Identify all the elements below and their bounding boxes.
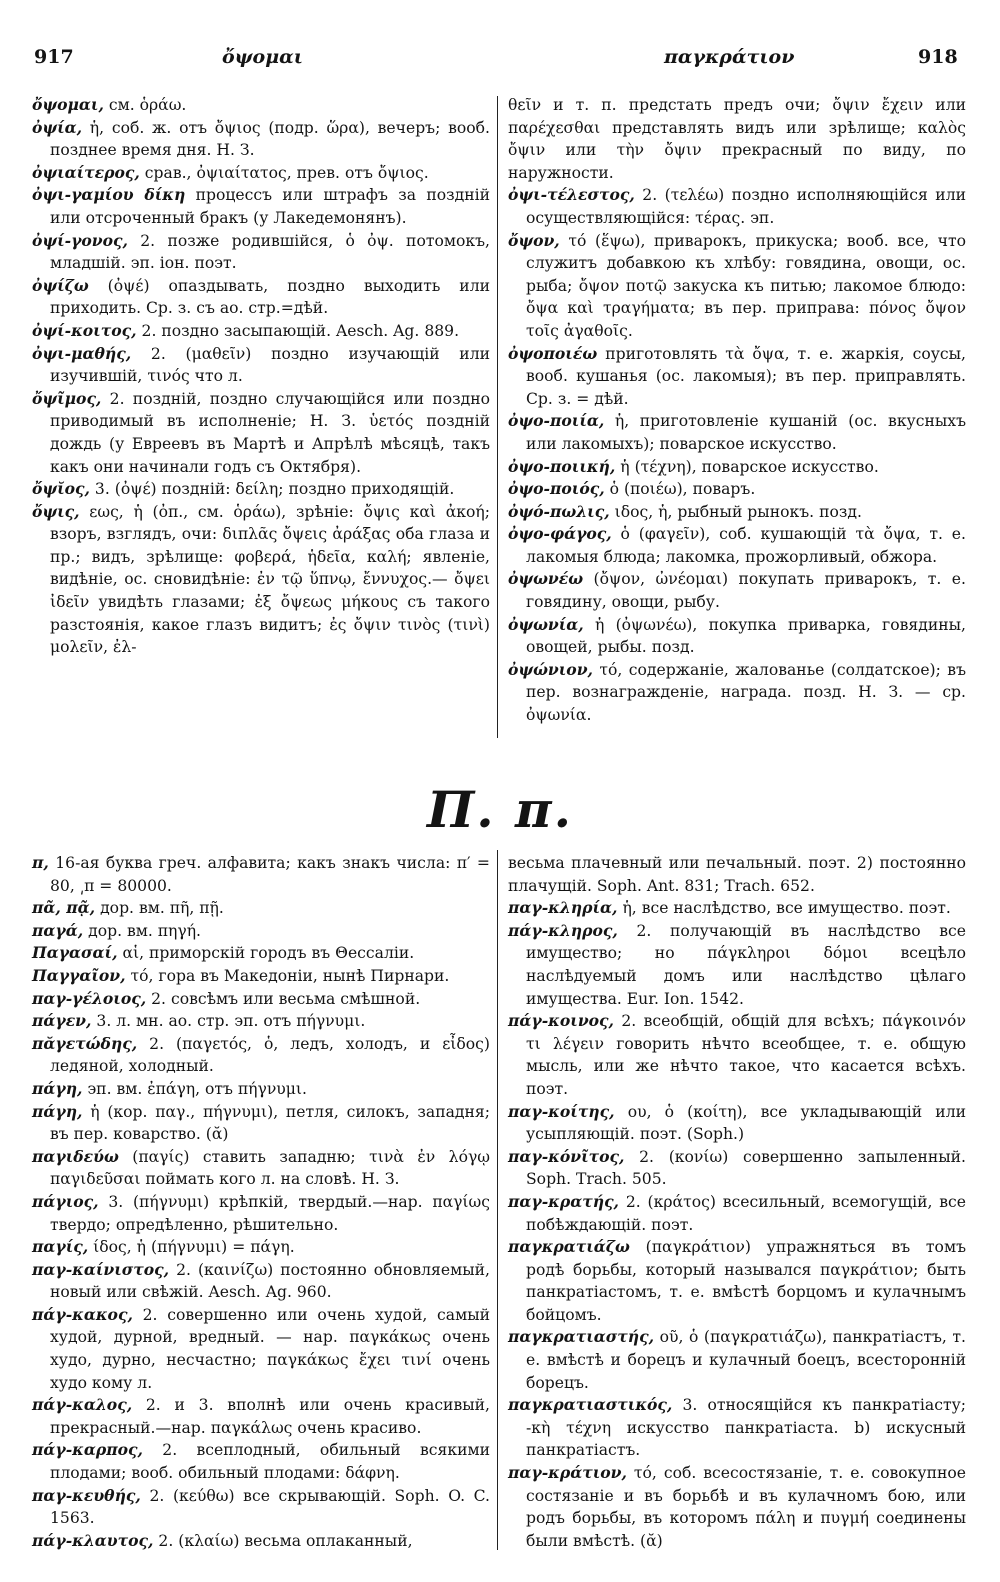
dictionary-entry: [32, 230, 490, 275]
dictionary-entry: [32, 1485, 490, 1530]
entry-definition: 2. (τελέω) поздно исполняющійся или осуществляющійся: τέρας. эп.: [526, 186, 966, 227]
dictionary-entry: [508, 94, 966, 184]
left-page-number: 917: [34, 46, 74, 68]
dictionary-entry: [508, 410, 966, 455]
top-right-column: [508, 94, 966, 727]
entry-headword: Παγασαί,: [32, 943, 118, 963]
entry-definition: ἡ, все наслѣдство, все имущество. поэт.: [617, 899, 951, 918]
dictionary-entry: [32, 478, 490, 501]
entry-definition: 16-ая буква греч. алфавита; какъ знакъ числа: π′ = 80, ͵π = 80000.: [48, 854, 490, 895]
entry-headword: παγκρατιαστικός,: [508, 1395, 673, 1415]
dictionary-entry: [508, 1462, 966, 1552]
entry-headword: ὀψο-ποιία,: [508, 411, 605, 431]
entry-headword: ὀψία,: [32, 117, 83, 137]
entry-headword: πᾰγετώδης,: [32, 1033, 138, 1053]
entry-definition: дор. вм. πηγή.: [83, 921, 202, 940]
entry-headword: παγ-κοίτης,: [508, 1101, 615, 1121]
entry-headword: πάγ-κλαυτος,: [32, 1530, 154, 1550]
entry-definition: см. ὁράω.: [103, 96, 187, 114]
dictionary-entry: [32, 343, 490, 388]
dictionary-entry: [32, 1191, 490, 1236]
entry-definition: 2. и 3. вполнѣ или очень красивый, прекрасный.—нар. παγκάλως очень красиво.: [50, 1396, 490, 1437]
entry-definition: ιδος, ἡ, рыбный рынокъ. позд.: [609, 502, 862, 521]
entry-definition: θεῖν и т. п. предстать предъ очи; ὄψιν ἔχειν или παρέχεσθαι представлять видъ или зрѣлище; καλὸς ὄψιν или τὴν ὄψιν прекрасный по виду, по наружности.: [508, 96, 966, 182]
entry-headword: ὀψί-κοιτος,: [32, 320, 137, 340]
entry-headword: πάγεν,: [32, 1011, 92, 1031]
entry-headword: πάγη,: [32, 1078, 83, 1098]
section-heading: Π. π.: [426, 780, 574, 839]
dictionary-entry: [32, 184, 490, 229]
entry-headword: πᾶ, πᾷ,: [32, 898, 96, 918]
entry-definition: 2. позже родившійся, ὁ ὀψ. потомокъ, младшій. эп. іон. поэт.: [50, 231, 490, 273]
entry-headword: ὄψις,: [32, 501, 80, 521]
entry-headword: ὄψῖμος,: [32, 388, 102, 408]
entry-definition: 3. относящійся къ панкратіасту; -κὴ τέχνη искусство панкратіаста. b) искусный панкратіастъ.: [526, 1396, 966, 1460]
entry-definition: ἡ, соб. ж. отъ ὄψιος (подр. ὥρα), вечеръ; вооб. позднее время дня. Н. З.: [50, 118, 490, 160]
dictionary-entry: [508, 659, 966, 727]
entry-headword: ὀψο-ποιική,: [508, 456, 616, 476]
entry-definition: τό (ἕψω), приварокъ, прикуска; вооб. все, что служитъ добавкою къ хлѣбу: говядина, овощи, ос. рыба; ὄψον ποτῷ закуска къ питью; лакомое блюдо: ὄψα καὶ τραγήματα; въ пер. приправа: πόνος ὄψον τοῖς ἀγαθοῖς.: [526, 231, 966, 340]
entry-headword: ὀψι-τέλεστος,: [508, 185, 635, 205]
entry-headword: ὀψωνία,: [508, 614, 584, 634]
dictionary-entry: [508, 614, 966, 659]
entry-definition: 2. всеплодный, обильный всякими плодами; вооб. обильный плодами: δάφνη.: [50, 1441, 490, 1483]
dictionary-entry: [32, 1033, 490, 1078]
entry-definition: ὁ (ποιέω), поваръ.: [604, 480, 756, 499]
dictionary-entry: [32, 117, 490, 162]
dictionary-entry: [508, 1101, 966, 1146]
left-running-head: ὄψομαι: [222, 46, 303, 68]
entry-headword: πάγ-καρπος,: [32, 1440, 143, 1460]
dictionary-entry: [508, 523, 966, 568]
entry-headword: παγκρατιάζω: [508, 1237, 630, 1257]
dictionary-entry: [32, 920, 490, 943]
dictionary-entry: [32, 275, 490, 320]
entry-definition: ἡ (ὀψωνέω), покупка приварка, говядины, овощей, рыбы. позд.: [526, 615, 966, 657]
entry-headword: πάγ-καλος,: [32, 1395, 133, 1415]
entry-definition: 2. совершенно или очень худой, самый худой, дурной, вредный. — нар. παγκάκως очень худо, дурно, несчастно; παγκάκως ἔχει τινί очень худо кому л.: [50, 1305, 490, 1392]
entry-definition: 3. (πήγνυμι) крѣпкій, твердый.—нар. παγίως твердо; опредѣленно, рѣшительно.: [50, 1192, 490, 1234]
entry-definition: αἱ, приморскій городъ въ Θессаліи.: [117, 944, 415, 963]
entry-headword: παγ-κρατής,: [508, 1191, 619, 1211]
entry-definition: 2. (κεύθω) все скрывающій. Soph. O. C. 1563.: [50, 1486, 490, 1528]
dictionary-entry: [508, 852, 966, 897]
entry-headword: παγ-κευθής,: [32, 1485, 141, 1505]
dictionary-entry: [32, 320, 490, 343]
entry-headword: ὀψί-γονος,: [32, 230, 128, 250]
entry-headword: πάγ-κληρος,: [508, 920, 618, 940]
entry-definition: приготовлять τὰ ὄψα, т. е. жаркія, соусы, вооб. кушанья (ос. лакомыя); въ пер. приправлять. Ср. з. = дѣй.: [526, 344, 966, 408]
entry-headword: παγά,: [32, 920, 84, 940]
entry-headword: παγκρατιαστής,: [508, 1327, 655, 1347]
entry-definition: τό, соб. всесостязаніе, т. е. совокупное состязаніе и въ борьбѣ и въ кулачномъ бою, или родъ борьбы, въ которомъ πάλη и πυγμή соединены были вмѣстѣ. (ᾰ): [526, 1464, 966, 1550]
dictionary-entry: [508, 568, 966, 613]
entry-definition: (παγίς) ставить западню; τινὰ ἐν λόγῳ παγιδεῦσαι поймать кого л. на словѣ. Н. З.: [50, 1147, 490, 1189]
right-running-head: παγκράτιον: [664, 46, 795, 68]
entry-definition: 3. л. мн. ао. стр. эп. отъ πήγνυμι.: [91, 1012, 366, 1031]
dictionary-entry: [32, 388, 490, 478]
entry-definition: ίδος, ἡ (πήγνυμι) = πάγη.: [88, 1238, 295, 1257]
dictionary-entry: [32, 942, 490, 965]
dictionary-entry: [508, 1326, 966, 1394]
dictionary-entry: [32, 1101, 490, 1146]
dictionary-entry: [32, 1236, 490, 1259]
dictionary-entry: [32, 1439, 490, 1484]
entry-definition: 2. поздній, поздно случающійся или поздно приводимый въ исполненіе; Н. З. ὑετός поздній дождь (у Евреевъ въ Мартѣ и Апрѣлѣ мѣсяцѣ, такъ какъ они начинали годъ съ Октября).: [50, 389, 490, 476]
entry-headword: ὄψομαι,: [32, 95, 104, 114]
dictionary-entry: [32, 1146, 490, 1191]
entry-definition: 2. (κλαίω) весьма оплаканный,: [153, 1531, 413, 1550]
dictionary-entry: [32, 1304, 490, 1394]
entry-headword: παγ-κληρία,: [508, 898, 618, 918]
entry-definition: 2. всеобщій, общій для всѣхъ; πάγκοινόν τι λέγειν говорить нѣчто всеобщее, т. е. общую мысль, или же нѣчто такое, что касается всѣхъ. поэт.: [526, 1012, 966, 1098]
entry-definition: οῦ, ὁ (παγκρατιάζω), панкратіастъ, т. е. вмѣстѣ и борецъ и кулачный боецъ, всесторонній борецъ.: [526, 1328, 966, 1392]
dictionary-entry: [32, 1078, 490, 1101]
entry-headword: πάγη,: [32, 1101, 83, 1121]
entry-definition: 2. совсѣмъ или весьма смѣшной.: [146, 989, 421, 1008]
dictionary-entry: [508, 1394, 966, 1462]
dictionary-entry: [32, 1394, 490, 1439]
entry-headword: ὄψῐος,: [32, 479, 90, 499]
entry-definition: ὁ (φαγεῖν), соб. кушающій τὰ ὄψα, т. е. лакомыя блюда; лакомка, прожорливый, обжора.: [526, 525, 966, 566]
entry-definition: ἡ (τέχνη), поварское искусство.: [615, 457, 879, 476]
right-page-number: 918: [918, 46, 958, 68]
entry-headword: παγίς,: [32, 1237, 89, 1257]
entry-definition: 2. поздно засыпающій. Aesch. Ag. 889.: [136, 321, 460, 340]
dictionary-entry: [32, 852, 490, 897]
bottom-left-column: [32, 852, 490, 1552]
entry-headword: ὀψοποιέω: [508, 343, 598, 363]
entry-definition: ἡ, приготовленіе кушаній (ос. вкусныхъ или лакомыхъ); поварское искусство.: [526, 412, 966, 453]
entry-headword: ὀψωνέω: [508, 569, 584, 589]
entry-headword: παγ-καίνιστος,: [32, 1259, 170, 1279]
dictionary-entry: [32, 1259, 490, 1304]
entry-headword: ὀψι-μαθής,: [32, 343, 132, 363]
dictionary-entry: [508, 343, 966, 411]
entry-headword: παγ-κράτιον,: [508, 1463, 627, 1483]
dictionary-entry: [32, 1010, 490, 1033]
dictionary-entry: [32, 94, 490, 117]
column-divider-top: [497, 96, 498, 738]
dictionary-entry: [508, 897, 966, 920]
entry-definition: (ὄψον, ὠνέομαι) покупать приварокъ, т. е. говядину, овощи, рыбу.: [526, 570, 966, 612]
entry-headword: π,: [32, 853, 49, 872]
top-left-column: [32, 94, 490, 659]
bottom-right-column: [508, 852, 966, 1552]
entry-definition: ου, ὁ (κοίτη), все укладывающій или усыпляющій. поэт. (Soph.): [526, 1102, 966, 1144]
dictionary-entry: [508, 184, 966, 229]
entry-headword: Παγγαῖον,: [32, 965, 126, 985]
entry-definition: эп. вм. ἐπάγη, отъ πήγνυμι.: [82, 1079, 307, 1098]
entry-headword: ὄψον,: [508, 230, 560, 250]
dictionary-entry: [32, 988, 490, 1011]
dictionary-entry: [32, 965, 490, 988]
entry-definition: 2. (καινίζω) постоянно обновляемый, новый или свѣжій. Aesch. Ag. 960.: [50, 1260, 490, 1302]
entry-definition: срав., ὀψιαίτατος, прев. отъ ὄψιος.: [139, 163, 429, 182]
entry-headword: ὀψό-πωλις,: [508, 501, 610, 521]
dictionary-entry: [32, 1530, 490, 1553]
entry-headword: παγ-γέλοιος,: [32, 988, 147, 1008]
entry-headword: ὀψο-φάγος,: [508, 524, 612, 544]
entry-headword: πάγιος,: [32, 1191, 99, 1211]
entry-definition: ἡ (кор. παγ., πήγνυμι), петля, силокъ, западня; въ пер. коварство. (ᾰ): [50, 1102, 490, 1144]
entry-headword: παγιδεύω: [32, 1146, 119, 1166]
dictionary-entry: [32, 897, 490, 920]
entry-definition: весьма плачевный или печальный. поэт. 2) постоянно плачущій. Soph. Ant. 831; Trach. 652.: [508, 854, 966, 895]
entry-headword: ὀψο-ποιός,: [508, 479, 605, 499]
entry-definition: 2. (κονίω) совершенно запыленный. Soph. Trach. 505.: [526, 1147, 966, 1189]
entry-definition: 2. (κράτος) всесильный, всемогущій, все побѣждающій. поэт.: [526, 1192, 966, 1234]
entry-headword: ὀψίζω: [32, 275, 89, 295]
dictionary-entry: [508, 1191, 966, 1236]
entry-definition: процессъ или штрафъ за поздній или отсроченный бракъ (у Лакедемонянъ).: [50, 186, 490, 227]
entry-headword: πάγ-κοινος,: [508, 1011, 614, 1031]
entry-definition: (ὀψέ) опаздывать, поздно выходить или приходить. Ср. з. съ ао. стр.=дѣй.: [50, 276, 490, 318]
dictionary-entry: [508, 1010, 966, 1100]
dictionary-entry: [508, 230, 966, 343]
entry-headword: ὀψώνιον,: [508, 659, 593, 679]
entry-definition: 2. получающій въ наслѣдство все имущество; но πάγκληροι δόμοι всецѣло наслѣдуемый домъ или наслѣдство цѣлаго имущества. Eur. Ion. 1542.: [526, 921, 966, 1008]
dictionary-entry: [32, 162, 490, 185]
dictionary-entry: [32, 501, 490, 659]
entry-headword: ὀψι-γαμίου δίκη: [32, 185, 186, 205]
dictionary-entry: [508, 1236, 966, 1326]
entry-definition: дор. вм. πῆ, πῇ.: [95, 899, 224, 918]
entry-headword: ὀψιαίτερος,: [32, 162, 140, 182]
entry-headword: πάγ-κακος,: [32, 1304, 133, 1324]
dictionary-entry: [508, 456, 966, 479]
entry-definition: (παγκράτιον) упражняться въ томъ родѣ борьбы, который назывался παγκράτιον; быть панкратіастомъ, т. е. вмѣстѣ борцомъ и кулачнымъ бойцомъ.: [526, 1238, 966, 1324]
entry-definition: 2. (παγετός, ὁ, ледъ, холодъ, и εἶδος) ледяной, холодный.: [50, 1034, 490, 1076]
column-divider-bottom: [497, 850, 498, 1550]
entry-definition: εως, ἡ (ὀπ., см. ὁράω), зрѣніе: ὄψις καὶ ἀκοή; взоръ, взглядъ, очи: διπλᾶς ὄψεις ἀράξας оба глаза и пр.; видъ, зрѣлище: φοβερά, ἡδεῖα, καλή; явленіе, видѣніе, ос. сновидѣніе: ἐν τῷ ὕπνῳ, ἔννυχος.— ὄψει ἰδεῖν увидѣть глазами; ἐξ ὄψεως μήκους съ такого разстоянія, какое глазъ видитъ; ἐς ὄψιν τινὸς (τινὶ) μολεῖν, ἐλ-: [50, 502, 490, 657]
entry-definition: τό, содержаніе, жалованье (солдатское); въ пер. вознагражденіе, награда. позд. Н. З. — ср. ὀψωνία.: [526, 660, 966, 725]
dictionary-entry: [508, 501, 966, 524]
dictionary-entry: [508, 1146, 966, 1191]
entry-definition: 3. (ὀψέ) поздній: δείλη; поздно приходящій.: [89, 480, 455, 499]
dictionary-entry: [508, 478, 966, 501]
dictionary-entry: [508, 920, 966, 1010]
entry-headword: παγ-κόνῖτος,: [508, 1146, 625, 1166]
entry-definition: 2. (μαθεῖν) поздно изучающій или изучившій, τινός что л.: [50, 344, 490, 386]
entry-definition: τό, гора въ Македоніи, нынѣ Пирнари.: [125, 966, 450, 985]
